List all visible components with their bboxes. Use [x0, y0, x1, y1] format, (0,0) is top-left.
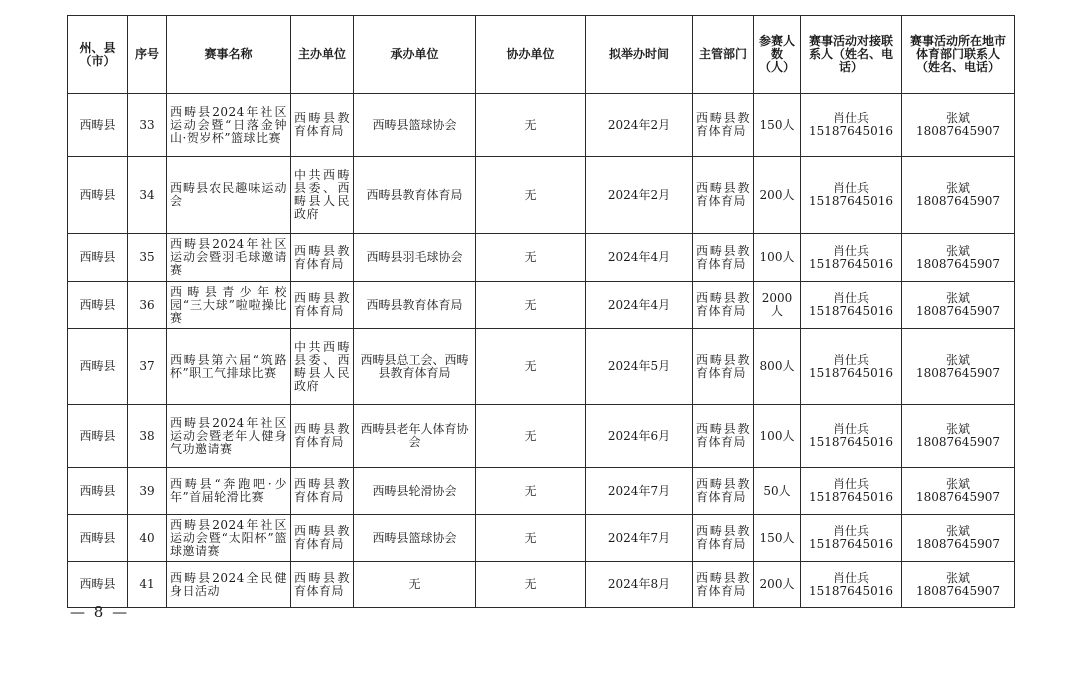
cell-authority: 西畴县教育体育局: [693, 468, 754, 515]
cell-time: 2024年7月: [586, 515, 693, 562]
header-time: 拟举办时间: [586, 16, 693, 94]
contact-name: 肖仕兵: [832, 477, 869, 491]
cell-seq: 33: [128, 94, 167, 157]
cell-event-name: 西畴县农民趣味运动会: [167, 157, 291, 234]
contact-phone: 15187645016: [809, 124, 893, 138]
cell-city-contact: [902, 282, 1015, 329]
city-contact-phone: 18087645907: [916, 124, 1000, 138]
cell-host: 西畴县教育体育局: [291, 562, 354, 608]
city-contact-phone: 18087645907: [916, 583, 1000, 598]
city-contact-phone: 18087645907: [916, 435, 1000, 449]
cell-host: 西畴县教育体育局: [291, 468, 354, 515]
city-contact-name: 张斌: [945, 477, 970, 491]
cell-host: 西畴县教育体育局: [291, 405, 354, 468]
header-authority: 主管部门: [693, 16, 754, 94]
header-seq: 序号: [128, 16, 167, 94]
table-row: [68, 515, 1015, 562]
contact-phone: 15187645016: [809, 583, 893, 598]
cell-organizer: 西畴县篮球协会: [354, 515, 476, 562]
cell-event-name: 西畴县2024年社区运动会暨羽毛球邀请赛: [167, 234, 291, 282]
cell-co-organizer: 无: [476, 515, 586, 562]
city-contact-name: 张斌: [945, 570, 970, 585]
cell-authority: 西畴县教育体育局: [693, 234, 754, 282]
cell-contact: [801, 94, 902, 157]
cell-seq: 41: [128, 562, 167, 608]
table-row: [68, 405, 1015, 468]
table-row: [68, 562, 1015, 608]
header-region: 州、县（市）: [68, 16, 128, 94]
cell-co-organizer: 无: [476, 234, 586, 282]
cell-city-contact: [902, 515, 1015, 562]
cell-seq: 34: [128, 157, 167, 234]
cell-participants: 800人: [754, 329, 801, 405]
city-contact-name: 张斌: [945, 111, 970, 125]
cell-contact: [801, 157, 902, 234]
cell-authority: 西畴县教育体育局: [693, 329, 754, 405]
cell-city-contact: [902, 234, 1015, 282]
cell-host: 西畴县教育体育局: [291, 234, 354, 282]
cell-seq: 36: [128, 282, 167, 329]
contact-phone: 15187645016: [809, 490, 893, 504]
cell-host: 中共西畴县委、西畴县人民政府: [291, 157, 354, 234]
cell-co-organizer: 无: [476, 405, 586, 468]
cell-organizer: 西畴县篮球协会: [354, 94, 476, 157]
cell-contact: [801, 515, 902, 562]
cell-time: 2024年2月: [586, 94, 693, 157]
cell-host: 西畴县教育体育局: [291, 94, 354, 157]
page-number: — 8 —: [70, 603, 130, 621]
header-name: 赛事名称: [167, 16, 291, 94]
cell-co-organizer: 无: [476, 329, 586, 405]
events-table: [67, 15, 1015, 608]
cell-contact: [801, 282, 902, 329]
cell-authority: 西畴县教育体育局: [693, 282, 754, 329]
cell-city-contact: [902, 468, 1015, 515]
cell-seq: 40: [128, 515, 167, 562]
cell-time: 2024年8月: [586, 562, 693, 608]
header-host: 主办单位: [291, 16, 354, 94]
cell-time: 2024年6月: [586, 405, 693, 468]
cell-co-organizer: 无: [476, 94, 586, 157]
city-contact-phone: 18087645907: [916, 256, 1000, 271]
cell-time: 2024年7月: [586, 468, 693, 515]
cell-authority: 西畴县教育体育局: [693, 405, 754, 468]
table-header-row: [68, 16, 1015, 94]
cell-time: 2024年4月: [586, 234, 693, 282]
city-contact-phone: 18087645907: [916, 194, 1000, 208]
contact-phone: 15187645016: [809, 365, 893, 380]
header-city-contact: 赛事活动所在地市体育部门联系人（姓名、电话）: [902, 16, 1015, 94]
cell-time: 2024年4月: [586, 282, 693, 329]
cell-authority: 西畴县教育体育局: [693, 562, 754, 608]
cell-organizer: 西畴县教育体育局: [354, 157, 476, 234]
cell-participants: 200人: [754, 157, 801, 234]
contact-phone: 15187645016: [809, 537, 893, 551]
cell-region: 西畴县: [68, 282, 128, 329]
city-contact-phone: 18087645907: [916, 304, 1000, 318]
table-row: [68, 94, 1015, 157]
cell-participants: 50人: [754, 468, 801, 515]
cell-time: 2024年2月: [586, 157, 693, 234]
cell-event-name: 西畴县2024年社区运动会暨“日落金钟山·贺岁杯”篮球比赛: [167, 94, 291, 157]
cell-contact: [801, 329, 902, 405]
cell-participants: 150人: [754, 515, 801, 562]
cell-organizer: 西畴县老年人体育协会: [354, 405, 476, 468]
cell-time: 2024年5月: [586, 329, 693, 405]
cell-contact: [801, 405, 902, 468]
table-row: [68, 234, 1015, 282]
cell-participants: 200人: [754, 562, 801, 608]
cell-organizer: 西畴县教育体育局: [354, 282, 476, 329]
contact-phone: 15187645016: [809, 435, 893, 449]
header-organizer: 承办单位: [354, 16, 476, 94]
contact-name: 肖仕兵: [832, 570, 869, 585]
cell-organizer: 西畴县总工会、西畴县教育体育局: [354, 329, 476, 405]
contact-phone: 15187645016: [809, 304, 893, 318]
header-contact: 赛事活动对接联系人（姓名、电话）: [801, 16, 902, 94]
cell-co-organizer: 无: [476, 157, 586, 234]
city-contact-phone: 18087645907: [916, 537, 1000, 551]
contact-name: 肖仕兵: [832, 181, 869, 195]
cell-contact: [801, 468, 902, 515]
cell-event-name: 西畴县“奔跑吧·少年”首届轮滑比赛: [167, 468, 291, 515]
cell-event-name: 西畴县2024年社区运动会暨“太阳杯”篮球邀请赛: [167, 515, 291, 562]
cell-city-contact: [902, 157, 1015, 234]
cell-authority: 西畴县教育体育局: [693, 157, 754, 234]
table-row: [68, 157, 1015, 234]
cell-organizer: 西畴县轮滑协会: [354, 468, 476, 515]
cell-city-contact: [902, 562, 1015, 608]
contact-phone: 15187645016: [809, 256, 893, 271]
cell-organizer: 无: [354, 562, 476, 608]
cell-region: 西畴县: [68, 234, 128, 282]
contact-name: 肖仕兵: [832, 422, 869, 436]
cell-region: 西畴县: [68, 329, 128, 405]
cell-authority: 西畴县教育体育局: [693, 94, 754, 157]
cell-event-name: 西畴县第六届“筑路杯”职工气排球比赛: [167, 329, 291, 405]
cell-participants: 2000人: [754, 282, 801, 329]
city-contact-name: 张斌: [945, 291, 970, 305]
cell-host: 西畴县教育体育局: [291, 515, 354, 562]
cell-host: 中共西畴县委、西畴县人民政府: [291, 329, 354, 405]
contact-name: 肖仕兵: [832, 524, 869, 538]
cell-co-organizer: 无: [476, 282, 586, 329]
cell-seq: 35: [128, 234, 167, 282]
cell-region: 西畴县: [68, 405, 128, 468]
cell-organizer: 西畴县羽毛球协会: [354, 234, 476, 282]
cell-city-contact: [902, 94, 1015, 157]
cell-co-organizer: 无: [476, 468, 586, 515]
table-row: [68, 282, 1015, 329]
cell-region: 西畴县: [68, 157, 128, 234]
city-contact-name: 张斌: [945, 422, 970, 436]
cell-city-contact: [902, 329, 1015, 405]
cell-seq: 39: [128, 468, 167, 515]
header-co-organizer: 协办单位: [476, 16, 586, 94]
cell-participants: 100人: [754, 405, 801, 468]
cell-participants: 100人: [754, 234, 801, 282]
header-participants: 参赛人数（人）: [754, 16, 801, 94]
contact-name: 肖仕兵: [832, 111, 869, 125]
contact-name: 肖仕兵: [832, 243, 869, 258]
cell-region: 西畴县: [68, 468, 128, 515]
cell-event-name: 西畴县2024全民健身日活动: [167, 562, 291, 608]
cell-contact: [801, 562, 902, 608]
cell-city-contact: [902, 405, 1015, 468]
city-contact-name: 张斌: [945, 181, 970, 195]
contact-phone: 15187645016: [809, 194, 893, 208]
cell-region: 西畴县: [68, 515, 128, 562]
cell-seq: 37: [128, 329, 167, 405]
cell-region: 西畴县: [68, 562, 128, 608]
city-contact-phone: 18087645907: [916, 365, 1000, 380]
cell-contact: [801, 234, 902, 282]
city-contact-name: 张斌: [945, 243, 970, 258]
contact-name: 肖仕兵: [832, 352, 869, 367]
contact-name: 肖仕兵: [832, 291, 869, 305]
cell-host: 西畴县教育体育局: [291, 282, 354, 329]
cell-event-name: 西畴县青少年校园“三大球”啦啦操比赛: [167, 282, 291, 329]
cell-co-organizer: 无: [476, 562, 586, 608]
cell-seq: 38: [128, 405, 167, 468]
city-contact-name: 张斌: [945, 524, 970, 538]
cell-participants: 150人: [754, 94, 801, 157]
cell-region: 西畴县: [68, 94, 128, 157]
city-contact-name: 张斌: [945, 352, 970, 367]
cell-authority: 西畴县教育体育局: [693, 515, 754, 562]
cell-event-name: 西畴县2024年社区运动会暨老年人健身气功邀请赛: [167, 405, 291, 468]
city-contact-phone: 18087645907: [916, 490, 1000, 504]
table-row: [68, 329, 1015, 405]
table-row: [68, 468, 1015, 515]
